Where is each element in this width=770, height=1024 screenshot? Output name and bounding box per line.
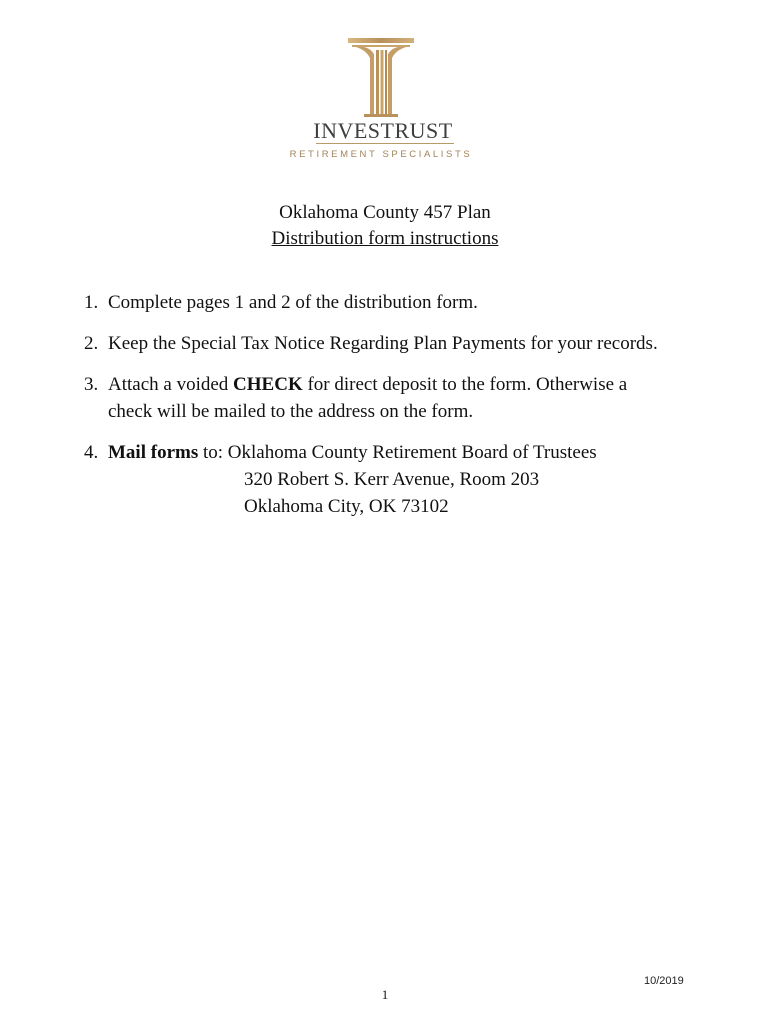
mailing-address-line-2: Oklahoma City, OK 73102 bbox=[244, 496, 449, 517]
document-subtitle: Distribution form instructions bbox=[271, 228, 499, 249]
instruction-text-line2: check will be mailed to the address on the form. bbox=[108, 401, 474, 422]
instruction-number: 2. bbox=[84, 333, 99, 354]
instructions-list bbox=[84, 289, 724, 534]
instruction-number: 3. bbox=[84, 374, 99, 395]
instruction-number: 1. bbox=[84, 292, 99, 313]
instruction-item-1 bbox=[84, 289, 724, 316]
instruction-text-after: to: Oklahoma County Retirement Board of Trustees bbox=[198, 442, 597, 463]
mailing-address-line-1: 320 Robert S. Kerr Avenue, Room 203 bbox=[244, 469, 540, 490]
instruction-text-after: for direct deposit to the form. Otherwise a bbox=[302, 374, 628, 395]
instruction-text-bold: Mail forms bbox=[108, 442, 199, 463]
logo-divider bbox=[316, 143, 454, 144]
instruction-text-before: Attach a voided bbox=[108, 374, 234, 395]
instruction-number: 4. bbox=[84, 442, 99, 463]
revision-date: 10/2019 bbox=[644, 975, 684, 987]
column-pillar-logo-icon bbox=[290, 30, 480, 120]
logo-company-name: INVESTRUST bbox=[313, 118, 453, 143]
page-number: 1 bbox=[381, 987, 389, 1002]
logo-tagline: RETIREMENT SPECIALISTS bbox=[289, 149, 473, 160]
instruction-item-2 bbox=[84, 330, 724, 357]
instruction-text: Keep the Special Tax Notice Regarding Plan Payments for your records. bbox=[108, 333, 658, 354]
instruction-text-bold: CHECK bbox=[233, 374, 303, 395]
instruction-text: Complete pages 1 and 2 of the distribution form. bbox=[108, 292, 478, 313]
investrust-logo bbox=[290, 30, 480, 170]
instruction-item-3 bbox=[84, 371, 724, 425]
document-title: Oklahoma County 457 Plan bbox=[279, 202, 491, 223]
instruction-item-4 bbox=[84, 439, 724, 520]
